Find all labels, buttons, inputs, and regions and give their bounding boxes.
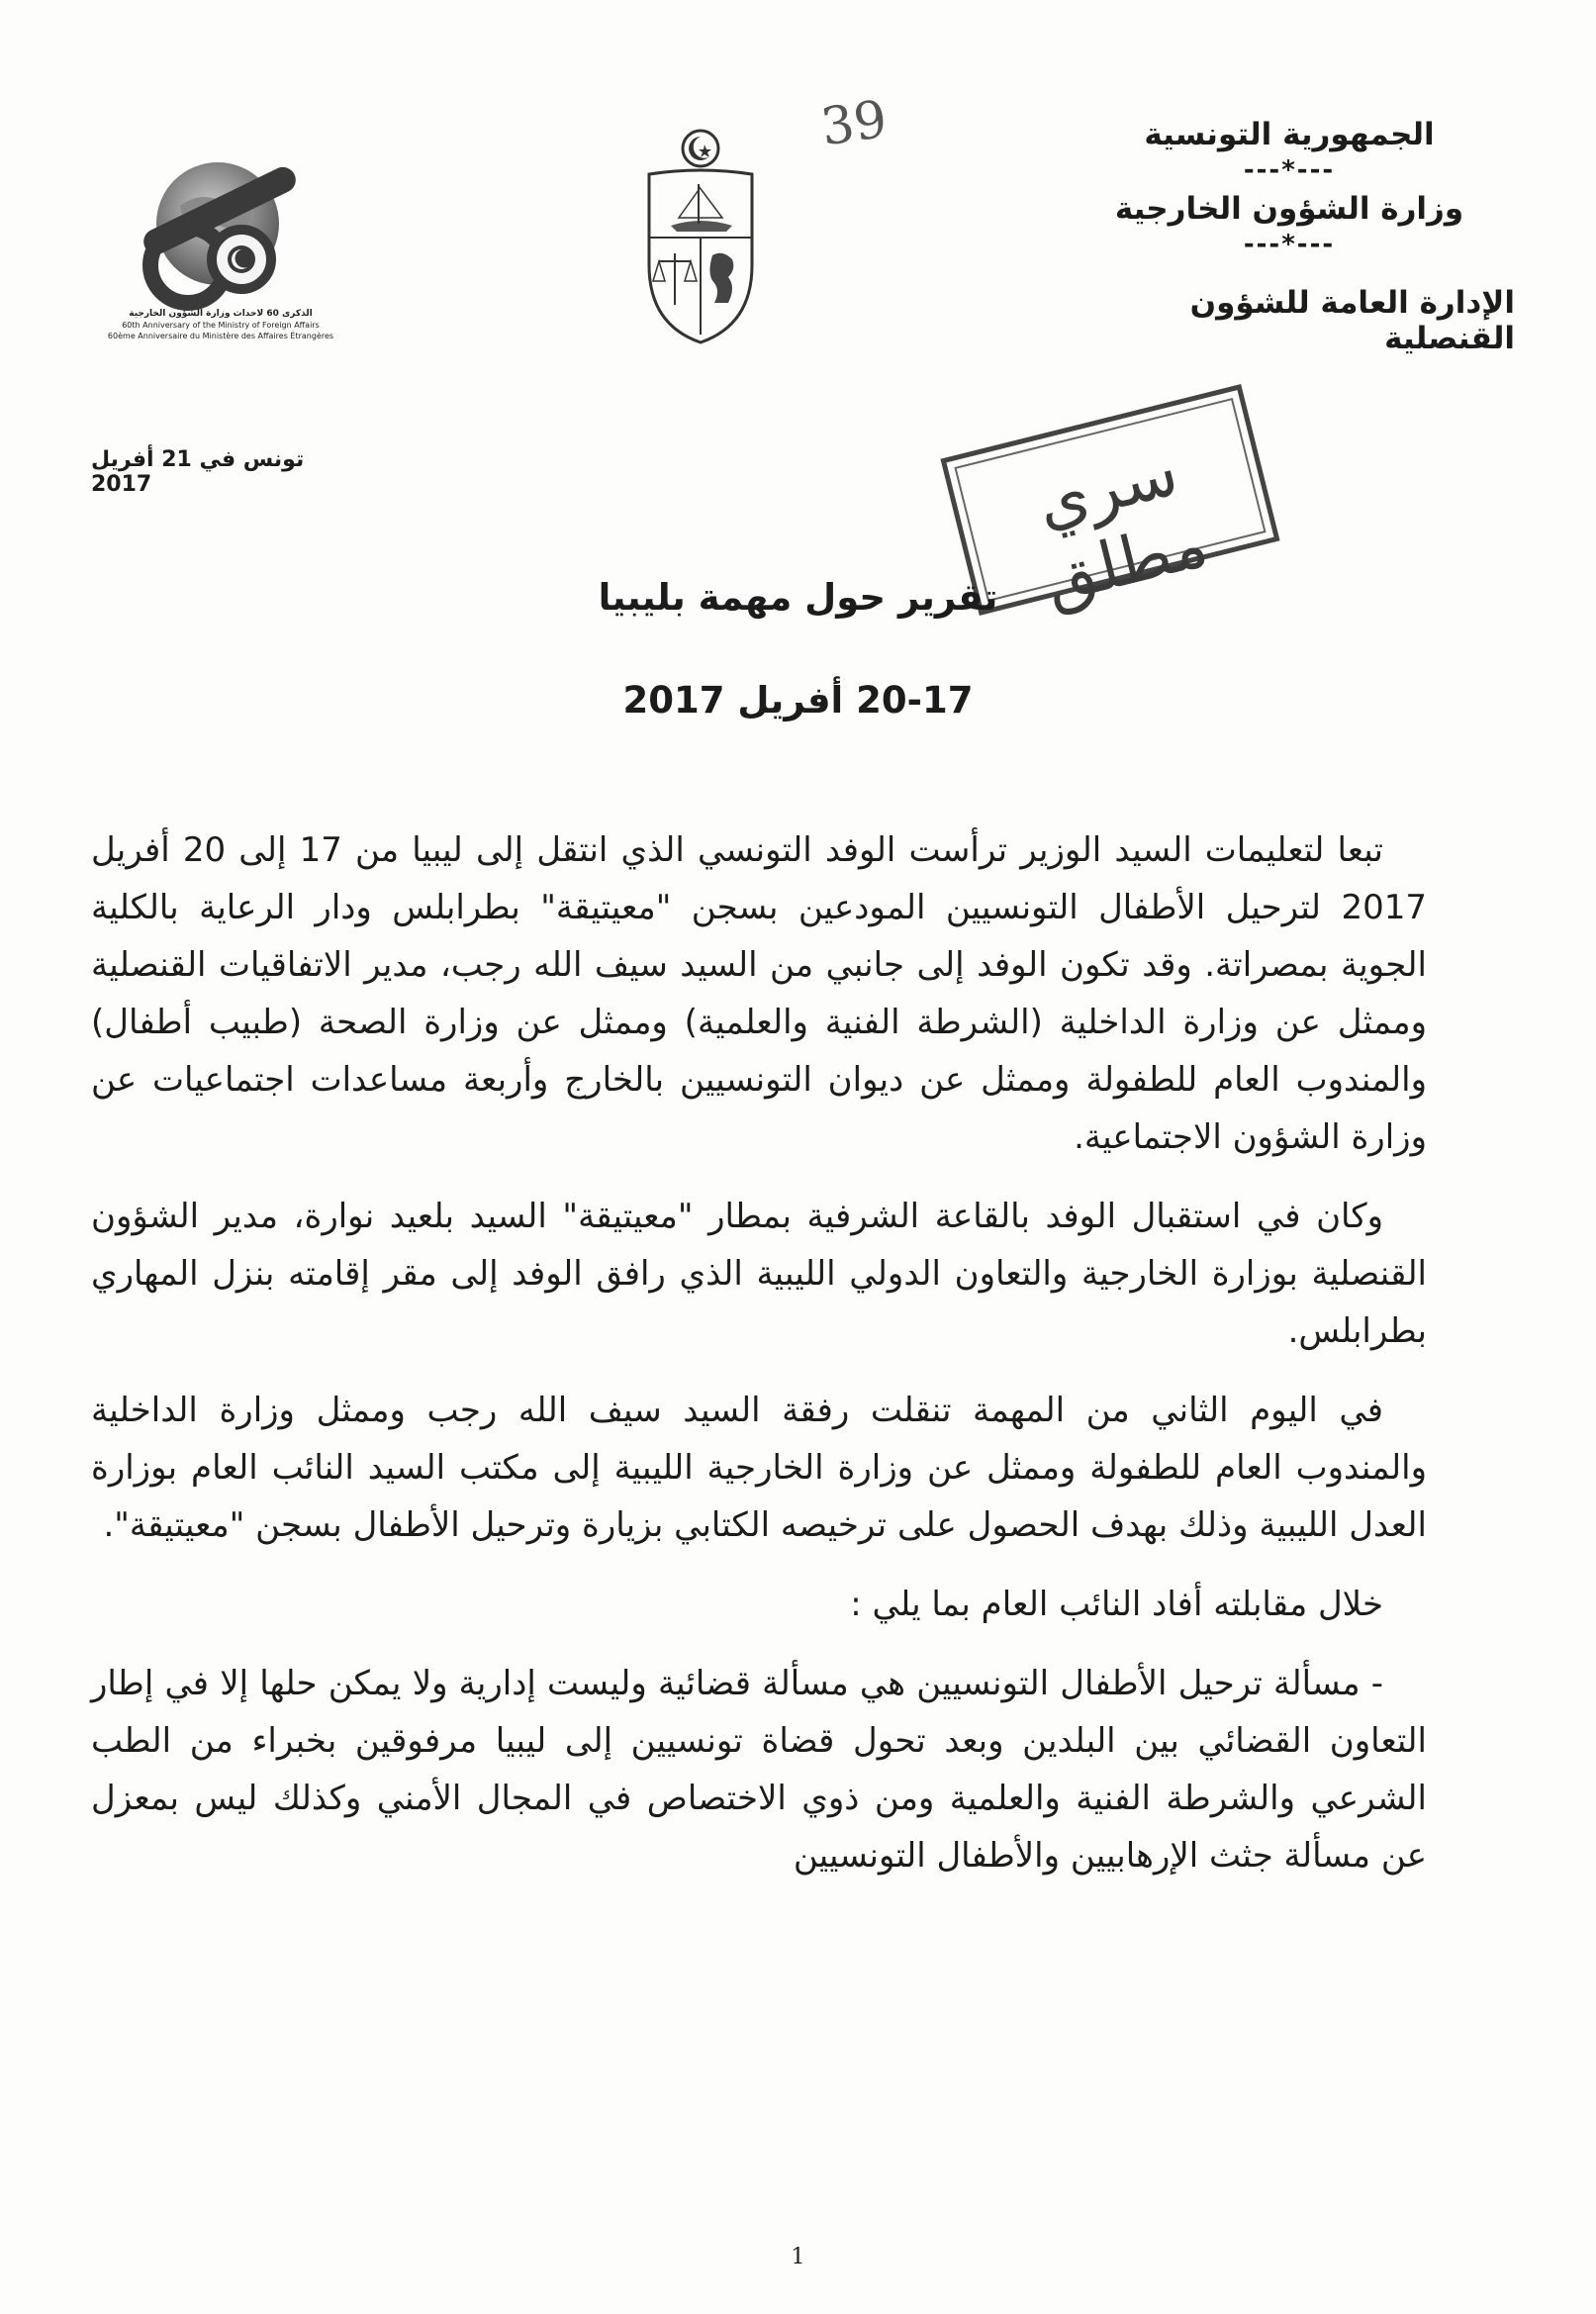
- republic-name: الجمهورية التونسية: [1144, 117, 1435, 152]
- report-body: [91, 821, 1427, 1906]
- logo-caption-en: 60th Anniversary of the Ministry of Foreign Affairs: [122, 321, 320, 330]
- logo-caption: [97, 309, 344, 341]
- report-dates: 20-17 أفريل 2017: [622, 679, 974, 722]
- paragraph: - مسألة ترحيل الأطفال التونسيين هي مسألة قضائية وليست إدارية ولا يمكن حلها إلا في إطار التعاون القضائي بين البلدين وبعد تحول قضاة تونسيين إلى ليبيا مرفوقين بخبراء من الطب الشرعي والشرطة الفنية والعلمية ومن ذوي الاختصاص في المجال الأمني وكذلك ليس بمعزل عن مسألة جثث الإرهابيين والأطفال التونسيين: [91, 1664, 1427, 1876]
- letterhead: [1081, 117, 1497, 265]
- coat-of-arms-icon: [641, 127, 760, 346]
- stamp-text: سري مطلق: [1029, 434, 1215, 620]
- header-separator: ---*---: [1243, 230, 1336, 260]
- ministry-name: وزارة الشؤون الخارجية: [1114, 191, 1464, 228]
- logo-caption-fr: 60ème Anniversaire du Ministère des Affaires Étrangères: [107, 332, 334, 340]
- paragraph: تبعا لتعليمات السيد الوزير ترأست الوفد التونسي الذي انتقل إلى ليبيا من 17 إلى 20 أفريل 2017 لترحيل الأطفال التونسيين المودعين بسجن "معيتيقة" بطرابلس ودار الرعاية بالكلية الجوية بمصراتة. وقد تكون الوفد إلى جانبي من السيد سيف الله رجب، مدير الاتفاقيات القنصلية وممثل عن وزارة الداخلية (الشرطة الفنية والعلمية) وممثل عن وزارة الصحة (طبيب أطفال) والمندوب العام للطفولة وممثل عن ديوان التونسيين بالخارج وأربعة مساعدات اجتماعيات عن وزارة الشؤون الاجتماعية.: [91, 830, 1427, 1157]
- department-name: الإدارة العامة للشؤون القنصلية: [1189, 285, 1515, 356]
- paragraph: في اليوم الثاني من المهمة تنقلت رفقة السيد سيف الله رجب وممثل وزارة الداخلية والمندوب العام للطفولة وممثل عن وزارة الخارجية الليبية إلى مكتب السيد النائب العام بوزارة العدل الليبية وذلك بهدف الحصول على ترخيصه الكتابي بزيارة وترحيل الأطفال بسجن "معيتيقة".: [91, 1391, 1427, 1545]
- document-date: تونس في 21 أفريل 2017: [91, 447, 305, 497]
- page-number: 1: [791, 2245, 805, 2269]
- header-separator: ---*---: [1243, 155, 1336, 186]
- logo-caption-ar: الذكرى 60 لاحداث وزارة الشؤون الخارجية: [129, 309, 313, 319]
- report-title: تقرير حول مهمة بليبيا: [598, 576, 998, 619]
- handwritten-page-number: 39: [817, 89, 892, 158]
- paragraph: وكان في استقبال الوفد بالقاعة الشرفية بمطار "معيتيقة" السيد بلعيد نوارة، مدير الشؤون القنصلية بوزارة الخارجية والتعاون الدولي الليبية الذي رافق الوفد إلى مقر إقامته بنزل المهاري بطرابلس.: [91, 1197, 1427, 1351]
- anniversary-logo-icon: [97, 148, 334, 376]
- paragraph: خلال مقابلته أفاد النائب العام بما يلي :: [850, 1585, 1383, 1624]
